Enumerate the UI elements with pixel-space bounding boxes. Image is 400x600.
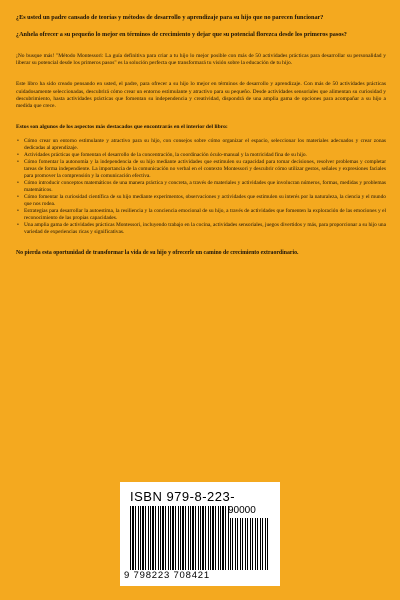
feature-item: • Actividades prácticas que fomentan el desarrollo de la concentración, la coordinación óculo-manual y la motricidad fina de su hijo. [16,152,386,159]
price-barcode-bars [230,518,270,570]
barcode-bars [130,506,230,570]
pitch-paragraph: ¡No busque más! "Método Montessori: La guía definitiva para criar a tu hijo lo mejor posible con más de 50 actividades prácticas para desarrollar su personalidad y liberar su potencial desde los primeros pasos" es la solución perfecta que transformará tu visión sobre la educación de tu hijo. [16,53,386,67]
features-list [16,138,386,236]
feature-item: • Cómo introducir conceptos matemáticos de una manera práctica y concreta, a través de materiales y actividades que involucran números, formas, medidas y problemas matemáticos. [16,180,386,194]
price-code: 90000 [228,505,256,516]
feature-item: • Cómo crear un entorno estimulante y atractivo para su hijo, con consejos sobre cómo organizar el espacio, seleccionar los materiales adecuados y crear zonas dedicadas al aprendizaje. [16,138,386,152]
description-paragraph: Este libro ha sido creado pensando en usted, el padre, para ofrecer a su hijo lo mejor en términos de desarrollo y aprendizaje. Con más de 50 actividades prácticas cuidadosamente seleccionadas, descubrirá cómo crear un entorno estimulante y atractivo para su pequeño. Desde actividades sensoriales que alimentan su curiosidad y descubrimiento, hasta actividades prácticas que fomentan su independencia y creatividad, dispondrá de una amplia gama de opciones para acompañar a su hijo a medida que crece. [16,81,386,110]
closing-statement: No pierda esta oportunidad de transformar la vida de su hijo y ofrecerle un camino de crecimiento extraordinario. [16,249,299,256]
features-heading: Estos son algunos de los aspectos más destacados que encontrarás en el interior del libro: [16,124,228,131]
barcode-digits: 9 798223 708421 [124,570,210,581]
feature-item: • Estrategias para desarrollar la autoestima, la resiliencia y la conciencia emocional de su hijo, a través de actividades que fomenten la exploración de las emociones y el reconocimiento de las propias capacidades. [16,208,386,222]
feature-item: • Una amplia gama de actividades prácticas Montessori, incluyendo trabajo en la cocina, actividades sensoriales, juegos divertidos y más, para proporcionar a su hijo una variedad de experiencias ricas y significativas. [16,222,386,236]
back-cover-text [16,14,386,257]
feature-item: • Cómo fomentar la curiosidad científica de su hijo mediante experimentos, observaciones y actividades que estimulen su interés por la naturaleza, la ciencia y el mundo que nos rodea. [16,194,386,208]
isbn-text: ISBN 979-8-223- [130,489,236,504]
intro-question-1: ¿Es usted un padre cansado de teorías y métodos de desarrollo y aprendizaje para su hijo que no parecen funcionar? [16,14,324,21]
isbn-barcode [120,482,280,586]
feature-item: • Cómo fomentar la autonomía y la independencia de su hijo mediante actividades que estimulen su capacidad para tomar decisiones, resolver problemas y completar tareas de forma independiente. La importancia de la comunicación no verbal en el contexto Montessori y descubrir cómo utilizar gestos, señales y expresiones faciales para promover la comprensión y la comunicación efectiva. [16,159,386,180]
intro-question-2: ¿Anhela ofrecer a su pequeño lo mejor en términos de crecimiento y dejar que su potencial florezca desde los primeros pasos? [16,31,347,38]
